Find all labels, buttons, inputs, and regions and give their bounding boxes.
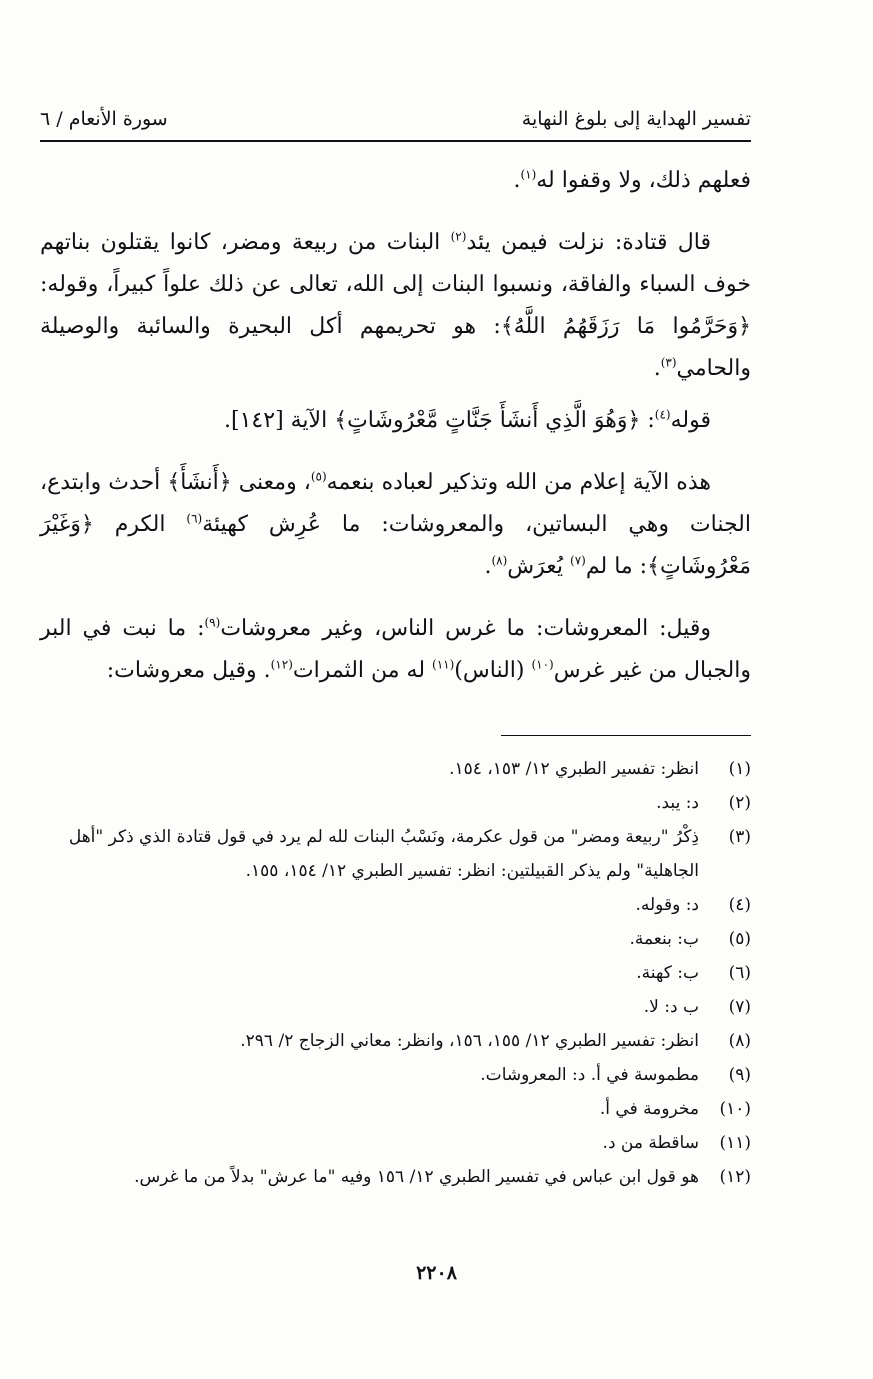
main-text xyxy=(40,160,751,692)
footnote xyxy=(40,990,751,1024)
footnote-ref-2: (٢) xyxy=(450,229,467,244)
paragraph-5 xyxy=(40,608,751,692)
footnote-text: هو قول ابن عباس في تفسير الطبري ١٢/ ١٥٦ وفيه "ما عرش" بدلاً من ما غرس. xyxy=(134,1167,699,1187)
footnote-ref-4: (٤) xyxy=(654,407,671,422)
footnote-text: ذِكْرُ "ربيعة ومضر" من قول عكرمة، ونَسْبُ البنات لله لم يرد في قول قتادة الذي ذكر "أهل الجاهلية" ولم يذكر القبيلتين: انظر: تفسير الطبري ١٢/ ١٥٤، ١٥٥. xyxy=(68,827,699,881)
footnote-number: (٢) xyxy=(728,793,751,813)
footnote-number: (٣) xyxy=(728,827,751,847)
footnote xyxy=(40,1126,751,1160)
footnote-text: ب د: لا. xyxy=(643,997,699,1017)
paragraph-3 xyxy=(40,400,751,442)
footnote-text: ساقطة من د. xyxy=(602,1133,699,1153)
text-run: هذه الآية إعلام من الله وتذكير لعباده بنعمه xyxy=(326,470,711,495)
paragraph-4 xyxy=(40,462,751,588)
footnote-number: (١١) xyxy=(719,1133,751,1153)
footnote xyxy=(40,1024,751,1058)
text-run: ، ومعنى ﴿أَنشَأَ﴾ أحدث وابتدع، الجنات وهي البساتين، والمعروشات: ما عُرِش كهيئة xyxy=(40,470,751,537)
footnote xyxy=(40,786,751,820)
footnote-text: د: يبد. xyxy=(656,793,699,813)
text-run: له من الثمرات xyxy=(292,658,433,683)
text-run: قال قتادة: نزلت فيمن يئد xyxy=(466,230,711,255)
footnote-separator xyxy=(501,735,751,736)
text-run: فعلهم ذلك، ولا وقفوا له xyxy=(536,168,751,193)
footnote-ref-8: (٨) xyxy=(491,553,508,568)
footnote-ref-5: (٥) xyxy=(310,469,327,484)
footnote xyxy=(40,820,751,888)
text-run: . xyxy=(484,554,492,579)
footnote-text: د: وقوله. xyxy=(635,895,699,915)
text-run: يُعرَش xyxy=(507,554,571,579)
footnote-ref-1: (١) xyxy=(520,167,537,182)
footnote-text: انظر: تفسير الطبري ١٢/ ١٥٣، ١٥٤. xyxy=(449,759,699,779)
footnote-ref-11: (١١) xyxy=(432,657,455,672)
footnote-text: مخرومة في أ. xyxy=(599,1099,699,1119)
footnote-number: (١٢) xyxy=(719,1167,751,1187)
footnote-number: (٤) xyxy=(728,895,751,915)
paragraph-1 xyxy=(40,160,751,202)
footnote xyxy=(40,1058,751,1092)
text-run: : ما نبت في البر والجبال من غير غرس xyxy=(40,616,751,683)
book-title: تفسير الهداية إلى بلوغ النهاية xyxy=(521,108,751,130)
surah-page-label: سورة الأنعام / ٦ xyxy=(40,108,168,130)
footnote-text: انظر: تفسير الطبري ١٢/ ١٥٥، ١٥٦، وانظر: معاني الزجاج ٢/ ٢٩٦. xyxy=(240,1031,699,1051)
footnote-ref-9: (٩) xyxy=(204,615,221,630)
text-run: وقيل: المعروشات: ما غرس الناس، وغير معروشات xyxy=(220,616,711,641)
footnote-number: (١) xyxy=(728,759,751,779)
footnote-number: (٧) xyxy=(728,997,751,1017)
text-run: . xyxy=(513,168,521,193)
footnote-ref-10: (١٠) xyxy=(531,657,554,672)
footnote-number: (٥) xyxy=(728,929,751,949)
text-run: . وقيل معروشات: xyxy=(106,658,271,683)
footnote xyxy=(40,1092,751,1126)
footnote-ref-3: (٣) xyxy=(660,355,677,370)
paragraph-2 xyxy=(40,222,751,390)
footnote-ref-6: (٦) xyxy=(186,511,203,526)
text-run: . xyxy=(653,356,661,381)
text-run: الكرم ﴿وَغَيْرَ مَعْرُوشَاتٍ﴾: ما لم xyxy=(40,512,751,579)
footnote-text: ب: بنعمة. xyxy=(629,929,699,949)
page-number: ٢٢٠٨ xyxy=(416,1262,457,1284)
footnote xyxy=(40,888,751,922)
footnote xyxy=(40,1160,751,1194)
footnote-number: (٨) xyxy=(728,1031,751,1051)
text-run: (الناس) xyxy=(454,658,532,683)
footnote-ref-7: (٧) xyxy=(570,553,586,568)
footnote-number: (٦) xyxy=(728,963,751,983)
footnotes xyxy=(40,752,751,1194)
header-rule xyxy=(40,140,751,142)
footnote-number: (٩) xyxy=(728,1065,751,1085)
running-header xyxy=(40,108,751,130)
footnote xyxy=(40,956,751,990)
footnote-text: ب: كهنة. xyxy=(636,963,699,983)
footnote-ref-12: (١٢) xyxy=(270,657,293,672)
text-run: البنات من ربيعة ومضر، كانوا يقتلون بناتهم خوف السباء والفاقة، ونسبوا البنات إلى الله، تعالى عن ذلك علواً كبيراً، وقوله: ﴿وَحَرَّمُوا مَا رَزَقَهُمُ اللَّهُ﴾: هو تحريمهم أكل البحيرة والسائبة والوصيلة والحامي xyxy=(40,230,751,381)
text-run: قوله xyxy=(670,408,711,433)
footnote-number: (١٠) xyxy=(719,1099,751,1119)
text-run: : ﴿وَهُوَ الَّذِي أَنشَأَ جَنَّاتٍ مَّعْرُوشَاتٍ﴾ الآية [١٤٢]. xyxy=(224,408,655,433)
footnote xyxy=(40,922,751,956)
footnote-text: مطموسة في أ. د: المعروشات. xyxy=(480,1065,699,1085)
footnote xyxy=(40,752,751,786)
